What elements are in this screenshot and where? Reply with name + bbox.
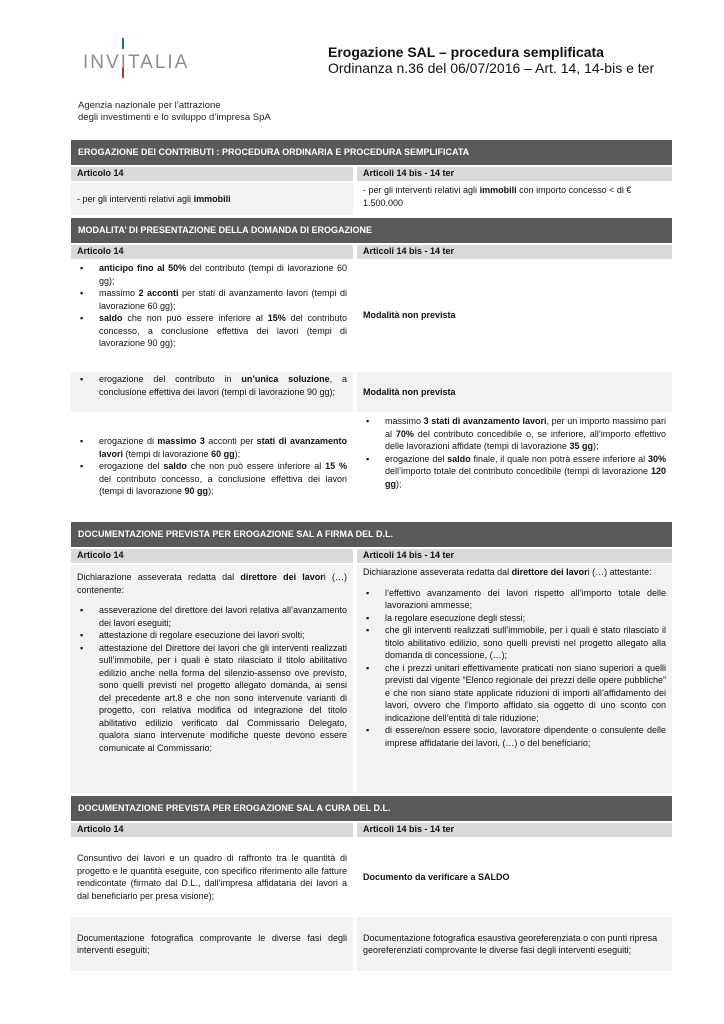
section-header-firma-dl: DOCUMENTAZIONE PREVISTA PER EROGAZIONE SAL A FIRMA DEL D.L. — [71, 522, 672, 547]
table-row — [71, 183, 672, 215]
section-header-cura-dl: DOCUMENTAZIONE PREVISTA PER EROGAZIONE SAL A CURA DEL D.L. — [71, 796, 672, 821]
cell-left: Consuntivo dei lavori e un quadro di raffronto tra le quantità di progetto e le quantità eseguite, con specifico riferimento alle fatture rendicontate (firmato dal D.L., dall’impresa affidataria dei lavori a dal beneficiario per presa visione); — [71, 839, 353, 915]
list-item: ▪ di essere/non essere socio, lavoratore dipendente o consulente delle imprese affidatarie dei lavori, (…) o del beneficiario; — [363, 724, 666, 749]
cell-right: - per gli interventi relativi agli immobili con importo concesso < di € 1.500.000 — [357, 183, 672, 215]
bullet-list — [363, 587, 666, 750]
cell-right: Modalità non prevista — [357, 372, 672, 412]
cell-left: Documentazione fotografica comprovante le diverse fasi degli interventi eseguiti; — [71, 917, 353, 971]
list-item: ▪ erogazione del contributo in un’unica soluzione, a conclusione effettiva dei lavori (tempi di lavorazione 90 gg); — [77, 373, 347, 398]
table-row — [71, 565, 672, 793]
agency-line-1: Agenzia nazionale per l’attrazione — [78, 100, 221, 111]
column-header-row — [71, 549, 672, 563]
list-item: ▪ saldo che non può essere inferiore al 15% del contributo concesso, a conclusione effettiva dei lavori (tempi di lavorazione 90 gg); — [77, 312, 347, 350]
column-header-row — [71, 245, 672, 259]
section-header-modalita: MODALITA’ DI PRESENTAZIONE DELLA DOMANDA DI EROGAZIONE — [71, 218, 672, 243]
col-header-art14: Articolo 14 — [71, 823, 353, 837]
col-header-art14bis: Articoli 14 bis - 14 ter — [357, 245, 672, 259]
col-header-art14bis: Articoli 14 bis - 14 ter — [357, 167, 672, 181]
cell-right: Modalità non prevista — [357, 261, 672, 370]
column-header-row — [71, 167, 672, 181]
list-item: ▪ erogazione del saldo finale, il quale non potrà essere inferiore al 30% dell’importo totale del contributo concedibile (tempi di lavorazione 120 gg); — [363, 453, 666, 491]
cell-right — [357, 414, 672, 519]
bullet-list — [77, 373, 347, 398]
list-item: ▪ massimo 3 stati di avanzamento lavori, per un importo massimo pari al 70% del contributo concedibile o, se inferiore, all’importo effettivo delle lavorazioni affidate (tempi di lavorazione 35 gg); — [363, 415, 666, 453]
col-header-art14: Articolo 14 — [71, 549, 353, 563]
agency-description — [78, 100, 271, 124]
list-item: ▪ attestazione del Direttore dei lavori che gli interventi realizzati sull’immobile, per i quali è stato rilasciato il titolo abilitativo edilizio anche nella forma del silenzio-assenso ove previsto, sono quelli previsti nel progetto allegato domanda, ai sensi del precedente art.8 e che non sono intervenute varianti di progetto, con relativa modifica od integrazione del titolo abilitativo edilizio verificato dal Commissario Delegato, qualora siano intervenute modifiche queste devono essere comunicate al Commissario; — [77, 642, 347, 755]
col-header-art14: Articolo 14 — [71, 245, 353, 259]
logo-text: INVITALIA — [83, 52, 190, 73]
section-header-erogazione: EROGAZIONE DEI CONTRIBUTI : PROCEDURA ORDINARIA E PROCEDURA SEMPLIFICATA — [71, 140, 672, 165]
agency-line-2: degli investimenti e lo sviluppo d’impresa SpA — [78, 112, 271, 123]
bullet-list — [77, 435, 347, 498]
cell-left: - per gli interventi relativi agli immobili — [71, 183, 353, 215]
list-item: ▪ l’effettivo avanzamento dei lavori rispetto all’importo totale delle lavorazioni ammesse; — [363, 587, 666, 612]
invitalia-logo — [78, 38, 198, 78]
cell-left — [71, 565, 353, 793]
table-row — [71, 917, 672, 971]
bullet-list — [77, 262, 347, 350]
cell-right — [357, 565, 672, 793]
list-item: ▪ che gli interventi realizzati sull’immobile, per i quali è stato rilasciato il titolo abilitativo edilizio, sono quelli previsti nel progetto allegato alla domanda di concessione, (…); — [363, 624, 666, 662]
table-row — [71, 414, 672, 519]
cell-left — [71, 414, 353, 519]
column-header-row — [71, 823, 672, 837]
list-item: ▪ anticipo fino al 50% del contributo (tempi di lavorazione 60 gg); — [77, 262, 347, 287]
bullet-list — [77, 604, 347, 754]
list-item: ▪ massimo 2 acconti per stati di avanzamento lavori (tempi di lavorazione 60 gg); — [77, 287, 347, 312]
table-row — [71, 839, 672, 915]
bullet-list — [363, 415, 666, 490]
page-subtitle: Ordinanza n.36 del 06/07/2016 – Art. 14, 14-bis e ter — [328, 60, 655, 76]
list-item: ▪ che i prezzi unitari effettivamente praticati non siano superiori a quelli previsti dal vigente “Elenco regionale dei prezzi delle opere pubbliche” e che non siano state applicate riduzioni di importi all’affidamento dei lavori, ovvero che l’importo affidato sia oggetto di uno sconto con indicazione dell’entità di tale riduzione; — [363, 662, 666, 725]
col-header-art14bis: Articoli 14 bis - 14 ter — [357, 549, 672, 563]
comparison-table — [71, 140, 672, 971]
list-item: ▪ asseverazione del direttore dei lavori relativa all’avanzamento dei lavori eseguiti; — [77, 604, 347, 629]
cell-right: Documento da verificare a SALDO — [357, 839, 672, 915]
cell-left — [71, 372, 353, 412]
list-item: ▪ attestazione di regolare esecuzione dei lavori svolti; — [77, 629, 347, 642]
list-item: ▪ la regolare esecuzione degli stessi; — [363, 612, 666, 625]
cell-left — [71, 261, 353, 370]
intro-text: Dichiarazione asseverata redatta dal direttore dei lavori (…) attestante: — [363, 567, 652, 577]
table-row — [71, 261, 672, 370]
list-item: ▪ erogazione di massimo 3 acconti per stati di avanzamento lavori (tempi di lavorazione 60 gg); — [77, 435, 347, 460]
cell-right: Documentazione fotografica esaustiva georeferenziata o con punti ripresa georeferenziati comprovante le diverse fasi degli interventi eseguiti; — [357, 917, 672, 971]
list-item: ▪ erogazione del saldo che non può essere inferiore al 15 % del contributo concesso, a conclusione effettiva dei lavori (tempi di lavorazione 90 gg); — [77, 460, 347, 498]
page-title: Erogazione SAL – procedura semplificata — [328, 44, 604, 60]
table-row — [71, 372, 672, 412]
col-header-art14: Articolo 14 — [71, 167, 353, 181]
intro-text: Dichiarazione asseverata redatta dal direttore dei lavori (…) contenente: — [77, 572, 347, 595]
col-header-art14bis: Articoli 14 bis - 14 ter — [357, 823, 672, 837]
